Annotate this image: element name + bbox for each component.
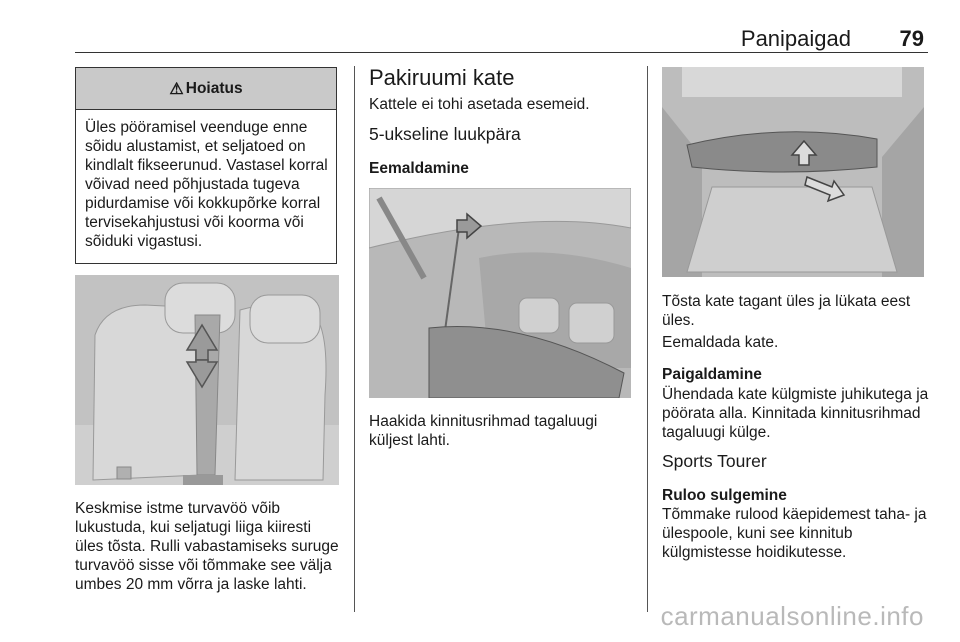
warning-title: Hoiatus	[185, 79, 243, 97]
page-header	[75, 22, 928, 53]
cargo-cover-illustration	[662, 67, 924, 277]
warning-triangle-icon: ⚠	[169, 80, 184, 98]
warning-box	[75, 67, 337, 264]
section-title: Panipaigad	[740, 26, 851, 51]
roller-closing-text: Tõmmake rulood käepidemest taha- ja ülespoole, kuni see kinnitub külgmistesse hoidikutesse.	[662, 506, 927, 561]
tailgate-strap-illustration	[369, 188, 631, 398]
removal-heading: Eemaldamine	[369, 160, 469, 177]
installation-text: Ühendada kate külgmiste juhikutega ja pöörata alla. Kinnitada kinnitusrihmad tagaluugi külge.	[662, 386, 929, 441]
watermark: carmanualsonline.info	[660, 601, 924, 631]
section-heading: Pakiruumi kate	[369, 65, 515, 90]
rear-seat-belt-illustration	[75, 275, 339, 485]
sports-tourer-heading: Sports Tourer	[662, 451, 767, 471]
column-divider-2	[647, 66, 648, 612]
warning-header	[76, 68, 336, 110]
cover-intro: Kattele ei tohi asetada esemeid.	[369, 96, 590, 113]
seat-belt-caption: Keskmise istme turvavöö võib lukustuda, kui seljatugi liiga kiiresti üles tõsta. Rulli vabastamiseks suruge turvavöö sisse või tõmmake see välja umbes 20 mm võrra ja laske lahti.	[75, 500, 339, 593]
roller-closing-heading: Ruloo sulgemine	[662, 487, 787, 504]
warning-text: Üles pööramisel veenduge enne sõidu alustamist, et seljatoed on kindlalt fikseerunud. Vastasel korral võivad need põhjustada tugeva pidurdamise või kokkupõrke korral tervisekahjustusi või koorma või sõiduki vigastusi.	[85, 119, 328, 250]
lift-cover-text: Tõsta kate tagant üles ja lükata eest üles.	[662, 293, 911, 329]
strap-caption: Haakida kinnitusrihmad tagaluugi küljest lahti.	[369, 413, 598, 449]
hatchback-heading: 5-ukseline luukpära	[369, 124, 521, 144]
installation-heading: Paigaldamine	[662, 366, 762, 383]
remove-cover-text: Eemaldada kate.	[662, 334, 779, 351]
page-number: 79	[899, 26, 924, 51]
column-divider-1	[354, 66, 355, 612]
